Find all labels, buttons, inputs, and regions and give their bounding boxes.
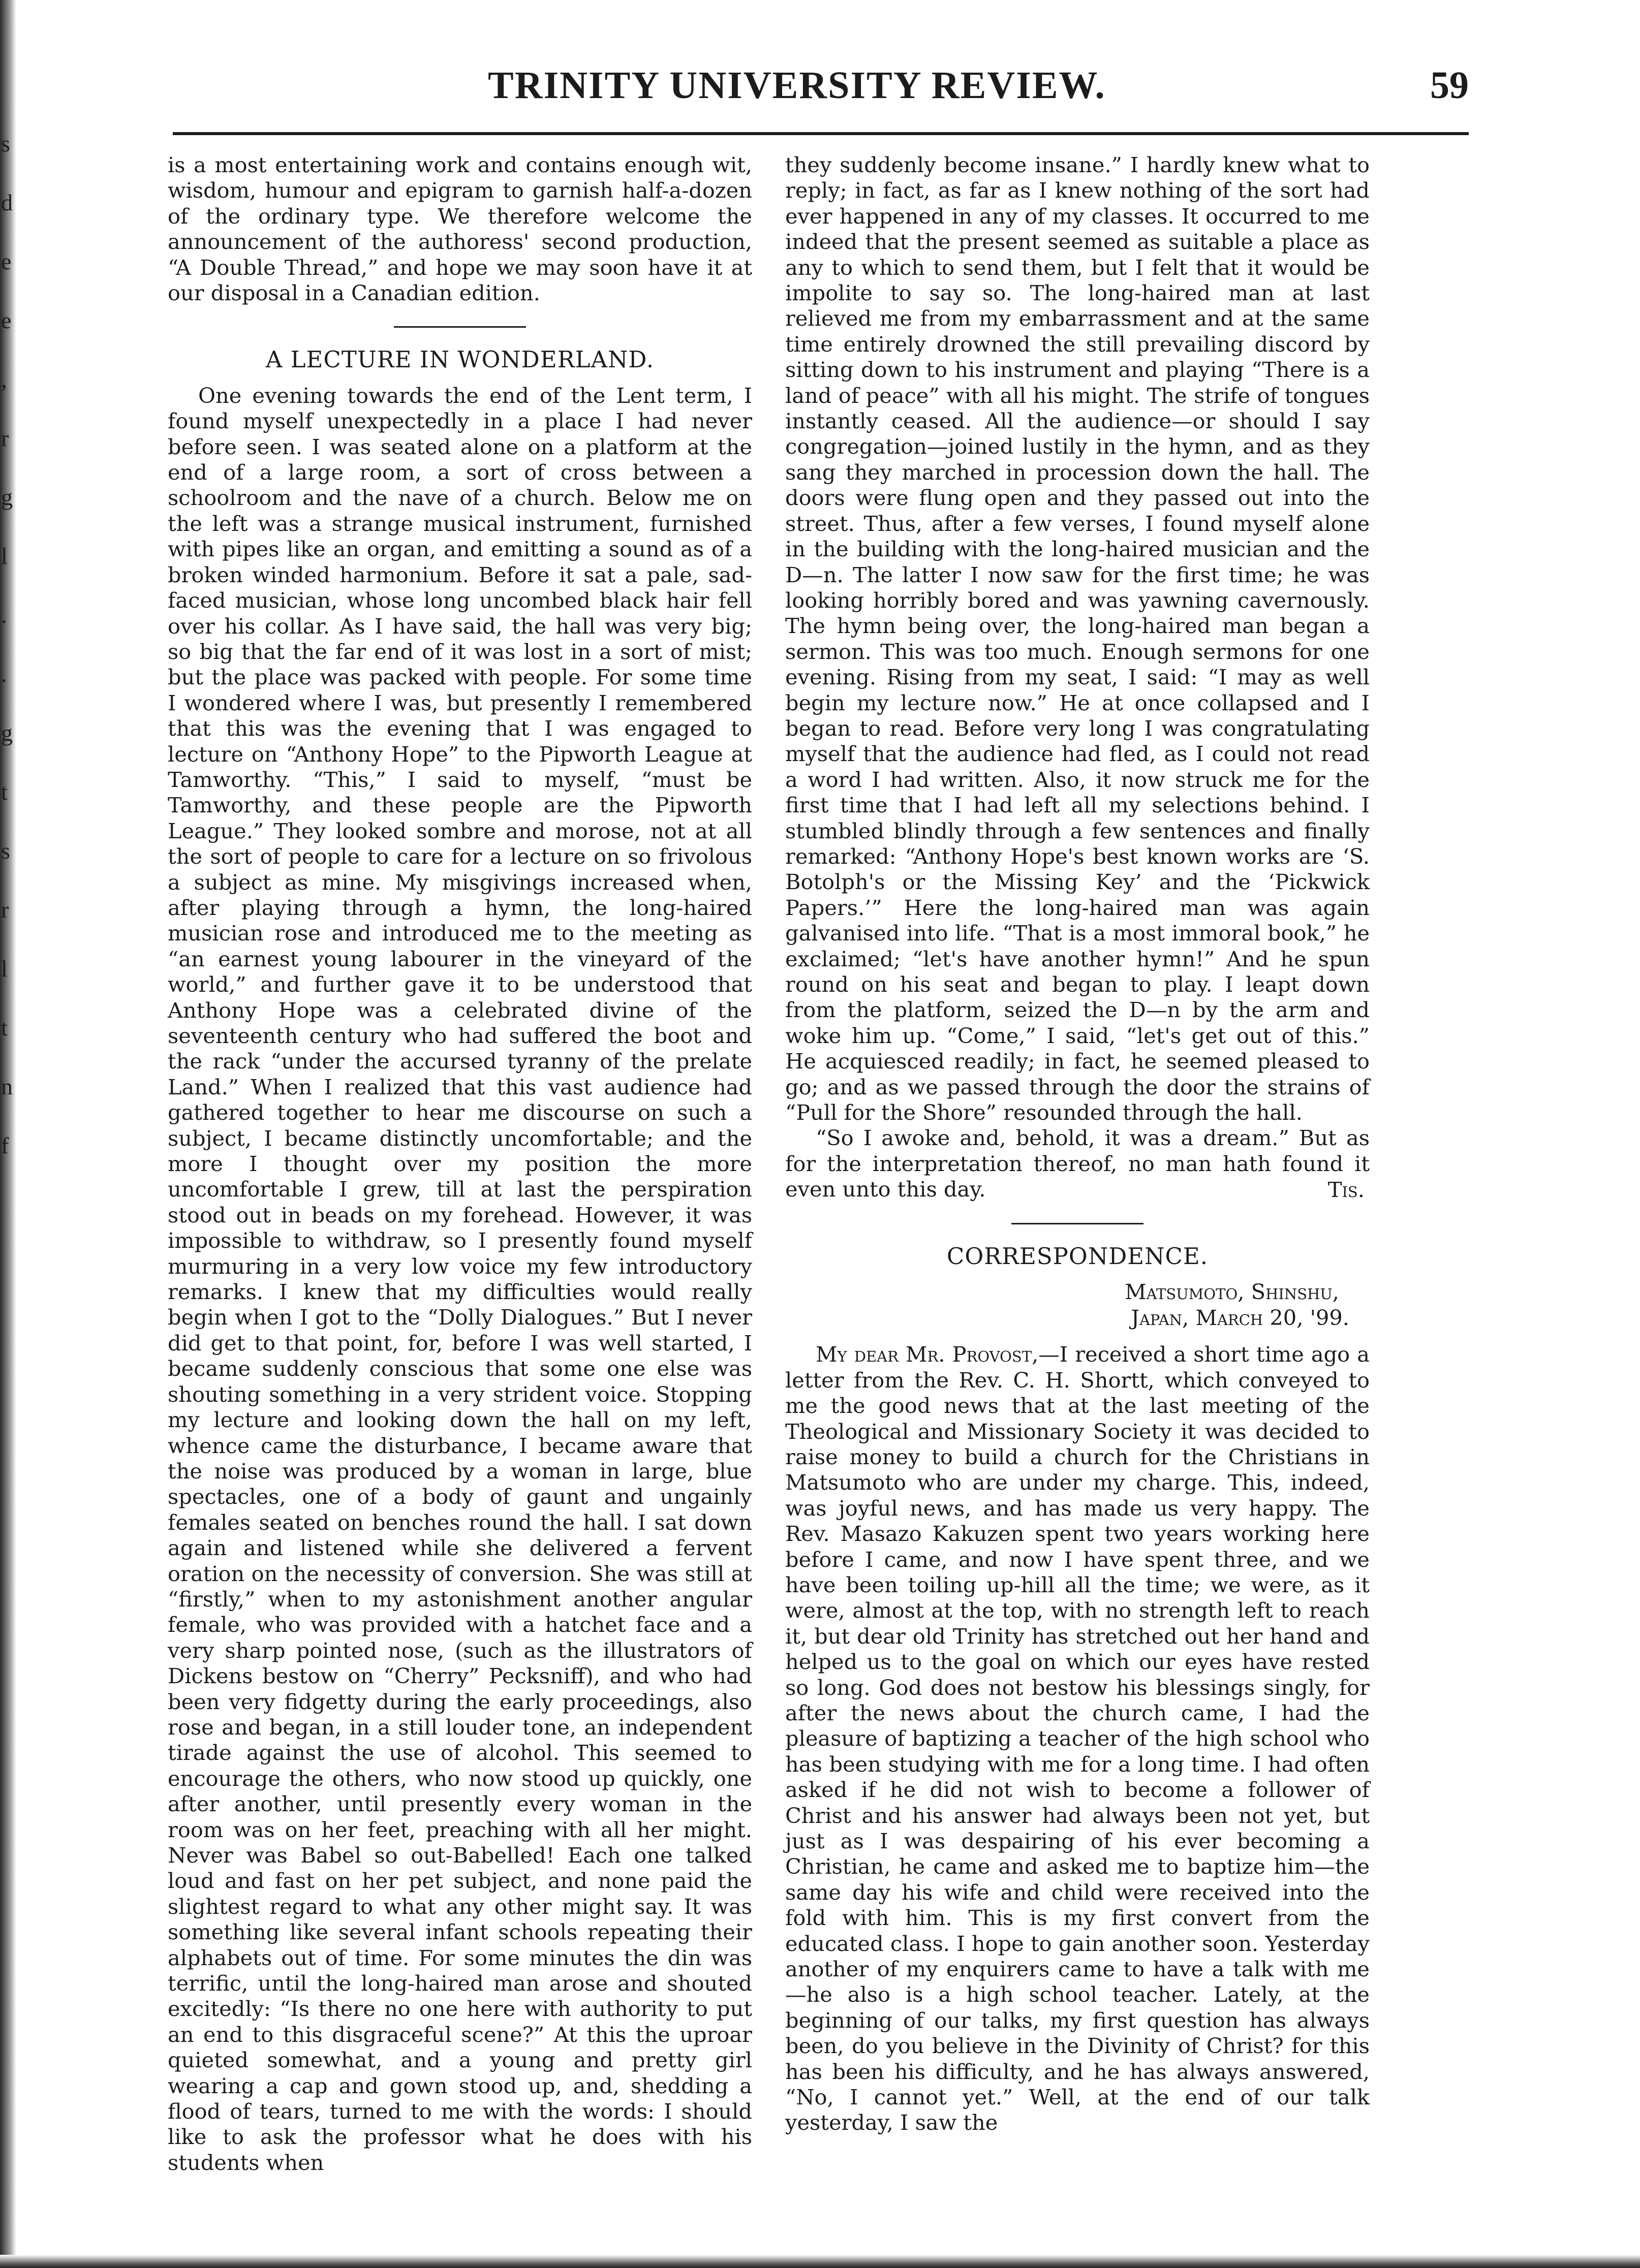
correspondence-title: CORRESPONDENCE. — [946, 1243, 1209, 1270]
page-number: 59 — [1430, 64, 1469, 107]
margin-fragment: , — [1, 366, 7, 392]
article-paragraph: One evening towards the end of the Lent term, I found myself unexpectedly in a place I had never before seen. I was seated alone on a platform at the end of a large room, a sort of cross between a schoolroom and the nave of a church. Below me on the left was a strange musical instrument, furnished with pipes like an organ, and emitting a sound as of a broken winded harmonium. Before it sat a pale, sad-faced musician, whose long uncombed black hair fell over his collar. As I have said, the hall was very big; so big that the far end of it was lost in a sort of mist; but the place was packed with people. For some time I wondered where I was, but presently I remembered that this was the evening that I was engaged to lecture on “Anthony Hope” to the Pipworth League at Tamworthy. “This,” I said to myself, “must be Tamworthy, and these people are the Pipworth League.” They looked sombre and morose, not at all the sort of people to care for a lecture on so frivolous a subject as mine. My misgivings increased when, after playing through a hymn, the long-haired musician rose and introduced me to the meeting as “an earnest young labourer in the vineyard of the world,” and further gave it to be understood that Anthony Hope was a celebrated divine of the seventeenth century who had suffered the boot and the rack “under the accursed tyranny of the prelate Land.” When I realized that this vast audience had gathered together to hear me discourse on such a subject, I became distinctly uncomfortable; and the more I thought over my position the more uncomfortable I grew, till at last the perspiration stood out in beads on my forehead. However, it was impossible to withdraw, so I presently found myself murmuring in a very low voice my few introductory remarks. I knew that my difficulties would really begin when I got to the “Dolly Dialogues.” But I never did get to that point, for, before I was well started, I became suddenly conscious that some one else was shouting something in a very strident voice. Stopping my lecture and looking down the hall on my left, whence came the disturbance, I became aware that the noise was produced by a woman in large, blue spectacles, one of a body of gaunt and ungainly females seated on benches round the hall. I sat down again and listened while she delivered a fervent oration on the necessity of conversion. She was still at “firstly,” when to my astonishment another angular female, who was provided with a hatchet face and a very sharp pointed nose, (such as the illustrators of Dickens bestow on “Cherry” Pecksniff), and who had been very fidgetty during the early proceedings, also rose and began, in a still louder tone, an independent tirade against the use of alcohol. This seemed to encourage the others, who now stood up quickly, one after another, until presently every woman in the room was on her feet, preaching with all her might. Never was Babel so out-Babelled! Each one talked loud and fast on her pet subject, and none paid the slightest regard to what any other might say. It was something like several infant schools repeating their alphabets out of time. For some minutes the din was terrific, until the long-haired man arose and shouted excitedly: “Is there no one here with authority to put an end to this disgraceful scene?” At this the uproar quieted somewhat, and a young and pretty girl wearing a cap and gown stood up, and, shedding a flood of tears, turned to me with the words: I should like to ask the professor what he does with his students when — [168, 383, 752, 2175]
closing-paragraph: “So I awoke and, behold, it was a dream.” But as for the interpretation thereof, no man hath found it even unto this day. — [785, 1125, 1370, 1202]
left-column — [168, 152, 752, 2176]
article-title: A LECTURE IN WONDERLAND. — [265, 346, 655, 373]
margin-fragment: l — [1, 956, 8, 982]
margin-fragment: s — [1, 838, 10, 864]
margin-fragment: f — [1, 1132, 9, 1158]
margin-fragment: . — [1, 661, 7, 687]
margin-fragment: g — [1, 720, 13, 746]
margin-fragment: s — [1, 131, 10, 156]
dateline-date: Japan, March 20, '99. — [1131, 1305, 1349, 1330]
header-rule — [173, 132, 1469, 135]
margin-fragment: . — [1, 602, 7, 628]
margin-fragment: r — [1, 897, 9, 923]
section-divider — [1011, 1223, 1143, 1224]
margin-fragment: e — [1, 307, 12, 333]
left-margin-fragments — [0, 132, 17, 1193]
letter-salutation: My dear Mr. Provost, — [816, 1342, 1039, 1367]
margin-fragment: d — [1, 190, 13, 215]
dateline-place: Matsumoto, Shinshu, — [1125, 1279, 1339, 1305]
right-column — [785, 152, 1370, 2136]
margin-fragment: n — [1, 1074, 13, 1099]
page-bottom-edge — [0, 2255, 1640, 2268]
article-signature: Tis. — [1327, 1177, 1365, 1202]
margin-fragment: l — [1, 543, 8, 569]
letter-body: —I received a short time ago a letter from the Rev. C. H. Shortt, which conveyed to me the good news that at the last meeting of the Theological and Missionary Society it was decided to raise money to build a church for the Christians in Matsumoto who are under my charge. This, indeed, was joyful news, and has made us very happy. The Rev. Masazo Kakuzen spent two years working here before I came, and now I have spent three, and we have been toiling up-hill all the time; we were, as it were, almost at the top, with no strength left to reach it, but dear old Trinity has stretched out her hand and helped us to the goal on which our eyes have rested so long. God does not bestow his blessings singly, for after the news about the church came, I had the pleasure of baptizing a teacher of the high school who has been studying with me for a long time. I had often asked if he did not wish to become a follower of Christ and his answer had always been not yet, but just as I was despairing of his ever becoming a Christian, he came and asked me to baptize him—the same day his wife and child were received into the fold with him. This is my first convert from the educated class. I hope to gain another soon. Yesterday another of my enquirers came to have a talk with me—he also is a high school teacher. Lately, at the beginning of our talks, my first question has always been, do you believe in the Divinity of Christ? for this has been his difficulty, and he has always answered, “No, I cannot yet.” Well, at the end of our talk yesterday, I saw the — [785, 1342, 1370, 2135]
page-header — [173, 64, 1469, 130]
margin-fragment: r — [1, 425, 9, 451]
section-divider — [394, 326, 526, 328]
margin-fragment: t — [1, 1015, 8, 1041]
margin-fragment: e — [1, 248, 12, 274]
intro-paragraph: is a most entertaining work and contains enough wit, wisdom, humour and epigram to garnish half-a-dozen of the ordinary type. We therefore welcome the announcement of the authoress' second production, “A Double Thread,” and hope we may soon have it at our disposal in a Canadian edition. — [168, 152, 752, 306]
margin-fragment: g — [1, 484, 13, 510]
margin-fragment: t — [1, 779, 8, 805]
journal-title: TRINITY UNIVERSITY REVIEW. — [488, 64, 1106, 107]
letter-paragraph — [785, 1342, 1370, 2136]
article-continuation: they suddenly become insane.” I hardly knew what to reply; in fact, as far as I knew nothing of the sort had ever happened in any of my classes. It occurred to me indeed that the present seemed as suitable a place as any to which to send them, but I felt that it would be impolite to say so. The long-haired man at last relieved me from my embarrassment and at the same time entirely drowned the still prevailing discord by sitting down to his instrument and playing “There is a land of peace” with all his might. The strife of tongues instantly ceased. All the audience—or should I say congregation—joined lustily in the hymn, and as they sang they marched in procession down the hall. The doors were flung open and they passed out into the street. Thus, after a few verses, I found myself alone in the building with the long-haired musician and the D—n. The latter I now saw for the first time; he was looking horribly bored and was yawning cavernously. The hymn being over, the long-haired man began a sermon. This was too much. Enough sermons for one evening. Rising from my seat, I said: “I may as well begin my lecture now.” He at once collapsed and I began to read. Before very long I was congratulating myself that the audience had fled, as I could not read a word I had written. Also, it now struck me for the first time that I had left all my selections behind. I stumbled blindly through a few sentences and finally remarked: “Anthony Hope's best known works are ‘S. Botolph's or the Missing Key’ and the ‘Pickwick Papers.’” Here the long-haired man was again galvanised into life. “That is a most immoral book,” he exclaimed; “let's have another hymn!” And he spun round on his seat and began to play. I leapt down from the platform, seized the D—n by the arm and woke him up. “Come,” I said, “let's get out of this.” He acquiesced readily; in fact, he seemed pleased to go; and as we passed through the door the strains of “Pull for the Shore” resounded through the hall. — [785, 152, 1370, 1125]
